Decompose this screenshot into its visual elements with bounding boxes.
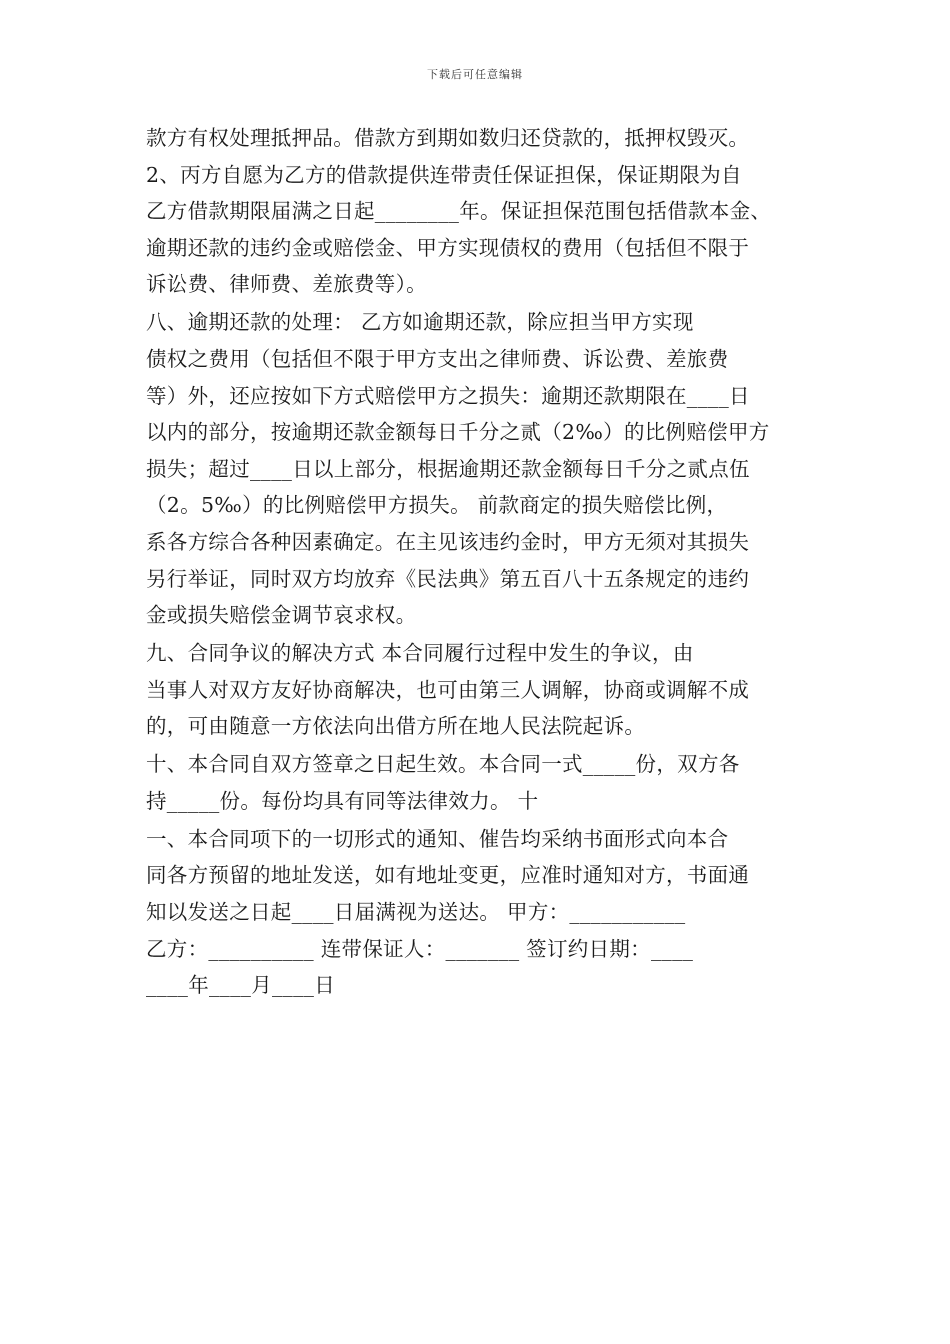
text-line: 款方有权处理抵押品。借款方到期如数归还贷款的，抵押权毁灭。: [146, 126, 750, 150]
text-line: 乙方借款期限届满之日起________年。保证担保范围包括借款本金、: [146, 199, 772, 224]
text-line: 2、丙方自愿为乙方的借款提供连带责任保证担保，保证期限为自: [146, 162, 742, 187]
text-line: 十、本合同自双方签章之日起生效。本合同一式_____份，双方各: [146, 752, 740, 777]
text-line: 诉讼费、律师费、差旅费等）。: [146, 272, 427, 297]
text-line: 同各方预留的地址发送，如有地址变更，应准时通知对方，书面通: [146, 863, 750, 888]
text-line: 系各方综合各种因素确定。在主见该违约金时，甲方无须对其损失: [146, 529, 750, 554]
text-line: 以内的部分，按逾期还款金额每日千分之贰（2‰）的比例赔偿甲方: [146, 420, 770, 445]
signature-line: 乙方：__________ 连带保证人：_______ 签订约日期：____: [146, 936, 694, 961]
text-line: 一、本合同项下的一切形式的通知、催告均采纳书面形式向本合: [146, 826, 729, 851]
text-line: 另行举证，同时双方均放弃《民法典》第五百八十五条规定的违约: [146, 566, 750, 591]
text-line: 逾期还款的违约金或赔偿金、甲方实现债权的费用（包括但不限于: [146, 235, 750, 260]
text-line: 知以发送之日起____日届满视为送达。 甲方：___________: [146, 900, 686, 925]
text-line: 持_____份。每份均具有同等法律效力。 十: [146, 788, 539, 813]
text-line: 金或损失赔偿金调节哀求权。: [146, 603, 417, 628]
date-line: ____年____月____日: [146, 973, 335, 998]
text-line: （2。5‰）的比例赔偿甲方损失。 前款商定的损失赔偿比例，: [146, 493, 728, 518]
page-header-note: 下载后可任意编辑: [427, 68, 523, 81]
text-line: 债权之费用（包括但不限于甲方支出之律师费、诉讼费、差旅费: [146, 346, 729, 371]
text-line: 等）外，还应按如下方式赔偿甲方之损失：逾期还款期限在____日: [146, 383, 750, 408]
text-line: 九、合同争议的解决方式 本合同履行过程中发生的争议，由: [146, 641, 694, 666]
text-line: 八、逾期还款的处理： 乙方如逾期还款，除应担当甲方实现: [146, 310, 694, 335]
contract-body: [146, 120, 810, 1004]
text-line: 损失；超过____日以上部分，根据逾期还款金额每日千分之贰点伍: [146, 456, 750, 481]
text-line: 的，可由随意一方依法向出借方所在地人民法院起诉。: [146, 714, 646, 739]
text-line: 当事人对双方友好协商解决，也可由第三人调解，协商或调解不成: [146, 677, 750, 702]
